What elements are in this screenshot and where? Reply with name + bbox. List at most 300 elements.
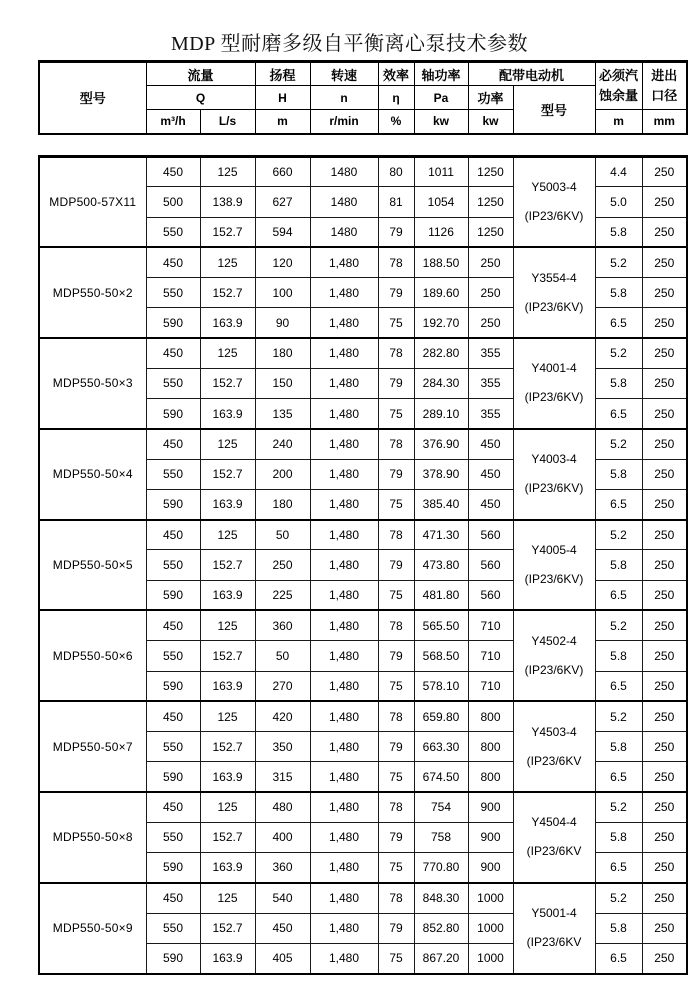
npsh-cell: 6.5 <box>595 308 642 338</box>
npsh-cell: 5.8 <box>595 217 642 247</box>
head-cell: 350 <box>255 732 310 762</box>
motor-power-cell: 1250 <box>468 217 513 247</box>
diameter-cell: 250 <box>642 762 687 792</box>
motor-power-cell: 250 <box>468 247 513 277</box>
head-cell: 270 <box>255 671 310 701</box>
header-head-unit: m <box>255 110 310 134</box>
npsh-cell: 6.5 <box>595 762 642 792</box>
flow-m3h-cell: 590 <box>146 762 200 792</box>
flow-m3h-cell: 550 <box>146 550 200 580</box>
header-npsh-line1: 必须汽 <box>599 67 639 83</box>
motor-model-line1: Y3554-4 <box>531 270 577 285</box>
diameter-cell: 250 <box>642 429 687 459</box>
head-cell: 120 <box>255 247 310 277</box>
shaft-power-cell: 1054 <box>414 187 468 217</box>
page-title: MDP 型耐磨多级自平衡离心泵技术参数 <box>170 33 529 55</box>
flow-ls-cell: 163.9 <box>200 671 255 701</box>
speed-cell: 1,480 <box>310 822 378 852</box>
efficiency-cell: 79 <box>378 550 414 580</box>
header-shaft-power-unit: kw <box>414 110 468 134</box>
shaft-power-cell: 848.30 <box>414 883 468 913</box>
shaft-power-cell: 565.50 <box>414 610 468 640</box>
speed-cell: 1,480 <box>310 550 378 580</box>
header-port-line2: 口径 <box>651 88 678 103</box>
flow-ls-cell: 152.7 <box>200 732 255 762</box>
efficiency-cell: 75 <box>378 580 414 610</box>
head-cell: 225 <box>255 580 310 610</box>
diameter-cell: 250 <box>642 853 687 883</box>
speed-cell: 1480 <box>310 157 378 187</box>
diameter-cell: 250 <box>642 399 687 429</box>
flow-ls-cell: 163.9 <box>200 399 255 429</box>
speed-cell: 1,480 <box>310 762 378 792</box>
diameter-cell: 250 <box>642 610 687 640</box>
head-cell: 405 <box>255 943 310 974</box>
speed-cell: 1,480 <box>310 368 378 398</box>
flow-m3h-cell: 590 <box>146 308 200 338</box>
npsh-cell: 5.8 <box>595 550 642 580</box>
head-cell: 540 <box>255 883 310 913</box>
flow-m3h-cell: 550 <box>146 641 200 671</box>
motor-power-cell: 1250 <box>468 157 513 187</box>
pump-model-cell: MDP500-57X11 <box>39 157 146 248</box>
header-efficiency-symbol: η <box>378 86 414 110</box>
npsh-cell: 6.5 <box>595 399 642 429</box>
pump-model-cell: MDP550-50×6 <box>39 610 146 701</box>
header-pump-model: 型号 <box>39 62 146 134</box>
motor-power-cell: 560 <box>468 550 513 580</box>
diameter-cell: 250 <box>642 278 687 308</box>
speed-cell: 1,480 <box>310 247 378 277</box>
table-row <box>39 429 687 459</box>
shaft-power-cell: 754 <box>414 792 468 822</box>
header-npsh <box>595 62 642 110</box>
efficiency-cell: 79 <box>378 459 414 489</box>
diameter-cell: 250 <box>642 308 687 338</box>
data-table <box>38 155 688 975</box>
speed-cell: 1,480 <box>310 278 378 308</box>
header-shaft-power: 轴功率 <box>414 62 468 86</box>
flow-m3h-cell: 590 <box>146 489 200 519</box>
pump-model-cell: MDP550-50×9 <box>39 883 146 974</box>
efficiency-cell: 78 <box>378 610 414 640</box>
shaft-power-cell: 578.10 <box>414 671 468 701</box>
head-cell: 660 <box>255 157 310 187</box>
motor-model-cell <box>513 701 595 792</box>
head-cell: 315 <box>255 762 310 792</box>
speed-cell: 1,480 <box>310 853 378 883</box>
motor-power-cell: 450 <box>468 489 513 519</box>
head-cell: 400 <box>255 822 310 852</box>
diameter-cell: 250 <box>642 580 687 610</box>
speed-cell: 1,480 <box>310 338 378 368</box>
motor-power-cell: 710 <box>468 641 513 671</box>
shaft-power-cell: 385.40 <box>414 489 468 519</box>
npsh-cell: 5.8 <box>595 822 642 852</box>
diameter-cell: 250 <box>642 883 687 913</box>
flow-ls-cell: 125 <box>200 792 255 822</box>
header-flow: 流量 <box>146 62 255 86</box>
head-cell: 420 <box>255 701 310 731</box>
npsh-cell: 5.8 <box>595 278 642 308</box>
head-cell: 240 <box>255 429 310 459</box>
flow-m3h-cell: 450 <box>146 701 200 731</box>
motor-model-line1: Y5003-4 <box>531 180 577 195</box>
table-row <box>39 792 687 822</box>
flow-ls-cell: 163.9 <box>200 308 255 338</box>
efficiency-cell: 80 <box>378 157 414 187</box>
head-cell: 180 <box>255 489 310 519</box>
head-cell: 150 <box>255 368 310 398</box>
speed-cell: 1,480 <box>310 429 378 459</box>
flow-ls-cell: 163.9 <box>200 762 255 792</box>
efficiency-cell: 78 <box>378 883 414 913</box>
flow-ls-cell: 125 <box>200 701 255 731</box>
head-cell: 50 <box>255 520 310 550</box>
shaft-power-cell: 674.50 <box>414 762 468 792</box>
header-port-diameter <box>642 62 687 110</box>
flow-m3h-cell: 590 <box>146 853 200 883</box>
table-row <box>39 701 687 731</box>
motor-power-cell: 800 <box>468 732 513 762</box>
efficiency-cell: 78 <box>378 429 414 459</box>
efficiency-cell: 75 <box>378 671 414 701</box>
efficiency-cell: 75 <box>378 762 414 792</box>
flow-m3h-cell: 550 <box>146 217 200 247</box>
motor-power-cell: 450 <box>468 429 513 459</box>
header-motor-power-unit: kw <box>468 110 513 134</box>
motor-power-cell: 900 <box>468 853 513 883</box>
head-cell: 100 <box>255 278 310 308</box>
header-npsh-unit: m <box>595 110 642 134</box>
flow-m3h-cell: 550 <box>146 913 200 943</box>
header-speed: 转速 <box>310 62 378 86</box>
npsh-cell: 5.8 <box>595 732 642 762</box>
shaft-power-cell: 770.80 <box>414 853 468 883</box>
flow-m3h-cell: 550 <box>146 278 200 308</box>
head-cell: 250 <box>255 550 310 580</box>
flow-m3h-cell: 550 <box>146 732 200 762</box>
head-cell: 180 <box>255 338 310 368</box>
diameter-cell: 250 <box>642 913 687 943</box>
npsh-cell: 6.5 <box>595 489 642 519</box>
flow-ls-cell: 125 <box>200 338 255 368</box>
diameter-cell: 250 <box>642 247 687 277</box>
diameter-cell: 250 <box>642 550 687 580</box>
pump-model-cell: MDP550-50×4 <box>39 429 146 520</box>
pump-model-cell: MDP550-50×2 <box>39 247 146 338</box>
diameter-cell: 250 <box>642 157 687 187</box>
head-cell: 594 <box>255 217 310 247</box>
header-flow-unit-m3h: m³/h <box>146 110 200 134</box>
flow-ls-cell: 152.7 <box>200 459 255 489</box>
header-row-1 <box>39 62 687 86</box>
motor-model-line2: (IP23/6KV) <box>524 572 584 587</box>
motor-model-line2: (IP23/6KV <box>526 753 582 768</box>
flow-ls-cell: 163.9 <box>200 580 255 610</box>
head-cell: 200 <box>255 459 310 489</box>
motor-model-line1: Y4502-4 <box>531 633 577 648</box>
motor-power-cell: 800 <box>468 762 513 792</box>
flow-ls-cell: 163.9 <box>200 489 255 519</box>
efficiency-cell: 75 <box>378 943 414 974</box>
npsh-cell: 5.2 <box>595 429 642 459</box>
flow-m3h-cell: 550 <box>146 822 200 852</box>
npsh-cell: 5.2 <box>595 883 642 913</box>
diameter-cell: 250 <box>642 338 687 368</box>
motor-power-cell: 900 <box>468 792 513 822</box>
head-cell: 480 <box>255 792 310 822</box>
diameter-cell: 250 <box>642 368 687 398</box>
motor-power-cell: 560 <box>468 520 513 550</box>
npsh-cell: 5.2 <box>595 792 642 822</box>
efficiency-cell: 79 <box>378 913 414 943</box>
diameter-cell: 250 <box>642 641 687 671</box>
shaft-power-cell: 659.80 <box>414 701 468 731</box>
pump-model-cell: MDP550-50×7 <box>39 701 146 792</box>
header-speed-unit: r/min <box>310 110 378 134</box>
motor-power-cell: 710 <box>468 671 513 701</box>
header-shaft-power-symbol: Pa <box>414 86 468 110</box>
flow-ls-cell: 125 <box>200 883 255 913</box>
table-row <box>39 157 687 187</box>
efficiency-cell: 79 <box>378 641 414 671</box>
efficiency-cell: 81 <box>378 187 414 217</box>
npsh-cell: 5.2 <box>595 520 642 550</box>
speed-cell: 1,480 <box>310 883 378 913</box>
diameter-cell: 250 <box>642 732 687 762</box>
speed-cell: 1,480 <box>310 610 378 640</box>
motor-power-cell: 560 <box>468 580 513 610</box>
motor-model-line1: Y4504-4 <box>531 815 577 830</box>
header-port-unit: mm <box>642 110 687 134</box>
shaft-power-cell: 188.50 <box>414 247 468 277</box>
speed-cell: 1,480 <box>310 489 378 519</box>
shaft-power-cell: 189.60 <box>414 278 468 308</box>
diameter-cell: 250 <box>642 520 687 550</box>
efficiency-cell: 78 <box>378 520 414 550</box>
diameter-cell: 250 <box>642 459 687 489</box>
motor-model-cell <box>513 520 595 611</box>
motor-model-cell <box>513 157 595 248</box>
flow-m3h-cell: 500 <box>146 187 200 217</box>
flow-m3h-cell: 450 <box>146 883 200 913</box>
flow-m3h-cell: 590 <box>146 399 200 429</box>
motor-model-cell <box>513 883 595 974</box>
npsh-cell: 6.5 <box>595 580 642 610</box>
motor-model-cell <box>513 429 595 520</box>
efficiency-cell: 78 <box>378 792 414 822</box>
flow-m3h-cell: 550 <box>146 368 200 398</box>
motor-power-cell: 355 <box>468 399 513 429</box>
flow-ls-cell: 152.7 <box>200 550 255 580</box>
motor-power-cell: 250 <box>468 308 513 338</box>
efficiency-cell: 79 <box>378 822 414 852</box>
shaft-power-cell: 289.10 <box>414 399 468 429</box>
flow-ls-cell: 138.9 <box>200 187 255 217</box>
motor-model-line1: Y4005-4 <box>531 543 577 558</box>
pump-model-cell: MDP550-50×5 <box>39 520 146 611</box>
flow-ls-cell: 152.7 <box>200 368 255 398</box>
speed-cell: 1,480 <box>310 701 378 731</box>
head-cell: 450 <box>255 913 310 943</box>
speed-cell: 1,480 <box>310 913 378 943</box>
npsh-cell: 5.2 <box>595 701 642 731</box>
flow-m3h-cell: 450 <box>146 429 200 459</box>
diameter-cell: 250 <box>642 671 687 701</box>
flow-m3h-cell: 450 <box>146 520 200 550</box>
npsh-cell: 5.2 <box>595 338 642 368</box>
header-motor-power: 功率 <box>468 86 513 110</box>
motor-model-line2: (IP23/6KV <box>526 844 582 859</box>
diameter-cell: 250 <box>642 701 687 731</box>
speed-cell: 1,480 <box>310 459 378 489</box>
flow-ls-cell: 125 <box>200 429 255 459</box>
motor-model-line2: (IP23/6KV) <box>524 390 584 405</box>
npsh-cell: 5.8 <box>595 368 642 398</box>
flow-ls-cell: 152.7 <box>200 822 255 852</box>
motor-model-line2: (IP23/6KV) <box>524 662 584 677</box>
shaft-power-cell: 481.80 <box>414 580 468 610</box>
flow-ls-cell: 125 <box>200 520 255 550</box>
flow-m3h-cell: 550 <box>146 459 200 489</box>
shaft-power-cell: 758 <box>414 822 468 852</box>
motor-model-line1: Y4503-4 <box>531 724 577 739</box>
flow-m3h-cell: 450 <box>146 157 200 187</box>
efficiency-cell: 79 <box>378 217 414 247</box>
flow-ls-cell: 152.7 <box>200 913 255 943</box>
header-head-symbol: H <box>255 86 310 110</box>
motor-power-cell: 355 <box>468 368 513 398</box>
flow-ls-cell: 125 <box>200 157 255 187</box>
flow-ls-cell: 125 <box>200 247 255 277</box>
flow-m3h-cell: 450 <box>146 247 200 277</box>
efficiency-cell: 79 <box>378 278 414 308</box>
shaft-power-cell: 192.70 <box>414 308 468 338</box>
shaft-power-cell: 852.80 <box>414 913 468 943</box>
head-cell: 627 <box>255 187 310 217</box>
efficiency-cell: 75 <box>378 853 414 883</box>
motor-model-line2: (IP23/6KV <box>526 935 582 950</box>
motor-model-line2: (IP23/6KV) <box>524 481 584 496</box>
motor-model-line1: Y4003-4 <box>531 452 577 467</box>
speed-cell: 1,480 <box>310 399 378 429</box>
header-speed-symbol: n <box>310 86 378 110</box>
shaft-power-cell: 471.30 <box>414 520 468 550</box>
diameter-cell: 250 <box>642 792 687 822</box>
header-head: 扬程 <box>255 62 310 86</box>
shaft-power-cell: 568.50 <box>414 641 468 671</box>
motor-power-cell: 710 <box>468 610 513 640</box>
flow-ls-cell: 152.7 <box>200 278 255 308</box>
header-port-line1: 进出 <box>651 67 678 83</box>
head-cell: 360 <box>255 610 310 640</box>
npsh-cell: 6.5 <box>595 671 642 701</box>
efficiency-cell: 78 <box>378 338 414 368</box>
shaft-power-cell: 473.80 <box>414 550 468 580</box>
header-motor-group: 配带电动机 <box>468 62 595 86</box>
speed-cell: 1,480 <box>310 732 378 762</box>
efficiency-cell: 78 <box>378 701 414 731</box>
flow-ls-cell: 163.9 <box>200 943 255 974</box>
npsh-cell: 5.0 <box>595 187 642 217</box>
speed-cell: 1480 <box>310 217 378 247</box>
table-row <box>39 610 687 640</box>
speed-cell: 1480 <box>310 187 378 217</box>
shaft-power-cell: 1126 <box>414 217 468 247</box>
npsh-cell: 5.8 <box>595 459 642 489</box>
efficiency-cell: 78 <box>378 247 414 277</box>
head-cell: 360 <box>255 853 310 883</box>
motor-power-cell: 1000 <box>468 883 513 913</box>
head-cell: 90 <box>255 308 310 338</box>
motor-model-cell <box>513 610 595 701</box>
efficiency-cell: 75 <box>378 399 414 429</box>
motor-model-cell <box>513 338 595 429</box>
flow-ls-cell: 152.7 <box>200 217 255 247</box>
npsh-cell: 6.5 <box>595 853 642 883</box>
speed-cell: 1,480 <box>310 671 378 701</box>
flow-m3h-cell: 590 <box>146 671 200 701</box>
flow-m3h-cell: 450 <box>146 338 200 368</box>
shaft-power-cell: 1011 <box>414 157 468 187</box>
header-efficiency: 效率 <box>378 62 414 86</box>
diameter-cell: 250 <box>642 489 687 519</box>
header-table <box>38 60 688 135</box>
motor-model-cell <box>513 247 595 338</box>
table-row <box>39 883 687 913</box>
pump-model-cell: MDP550-50×3 <box>39 338 146 429</box>
table-row <box>39 247 687 277</box>
diameter-cell: 250 <box>642 822 687 852</box>
npsh-cell: 5.8 <box>595 913 642 943</box>
flow-m3h-cell: 590 <box>146 943 200 974</box>
header-efficiency-unit: % <box>378 110 414 134</box>
head-cell: 50 <box>255 641 310 671</box>
pump-model-cell: MDP550-50×8 <box>39 792 146 883</box>
speed-cell: 1,480 <box>310 520 378 550</box>
motor-power-cell: 800 <box>468 701 513 731</box>
npsh-cell: 4.4 <box>595 157 642 187</box>
motor-model-line1: Y5001-4 <box>531 906 577 921</box>
diameter-cell: 250 <box>642 943 687 974</box>
shaft-power-cell: 663.30 <box>414 732 468 762</box>
header-motor-model: 型号 <box>513 86 595 134</box>
shaft-power-cell: 378.90 <box>414 459 468 489</box>
flow-m3h-cell: 450 <box>146 792 200 822</box>
efficiency-cell: 75 <box>378 489 414 519</box>
motor-power-cell: 900 <box>468 822 513 852</box>
motor-model-line2: (IP23/6KV) <box>524 299 584 314</box>
head-cell: 135 <box>255 399 310 429</box>
diameter-cell: 250 <box>642 217 687 247</box>
flow-m3h-cell: 450 <box>146 610 200 640</box>
npsh-cell: 6.5 <box>595 943 642 974</box>
efficiency-cell: 79 <box>378 368 414 398</box>
motor-power-cell: 1000 <box>468 943 513 974</box>
diameter-cell: 250 <box>642 187 687 217</box>
speed-cell: 1,480 <box>310 943 378 974</box>
npsh-cell: 5.8 <box>595 641 642 671</box>
motor-power-cell: 1250 <box>468 187 513 217</box>
motor-power-cell: 450 <box>468 459 513 489</box>
shaft-power-cell: 867.20 <box>414 943 468 974</box>
npsh-cell: 5.2 <box>595 610 642 640</box>
motor-power-cell: 355 <box>468 338 513 368</box>
motor-model-line1: Y4001-4 <box>531 361 577 376</box>
header-npsh-line2: 蚀余量 <box>599 88 639 103</box>
motor-model-cell <box>513 792 595 883</box>
